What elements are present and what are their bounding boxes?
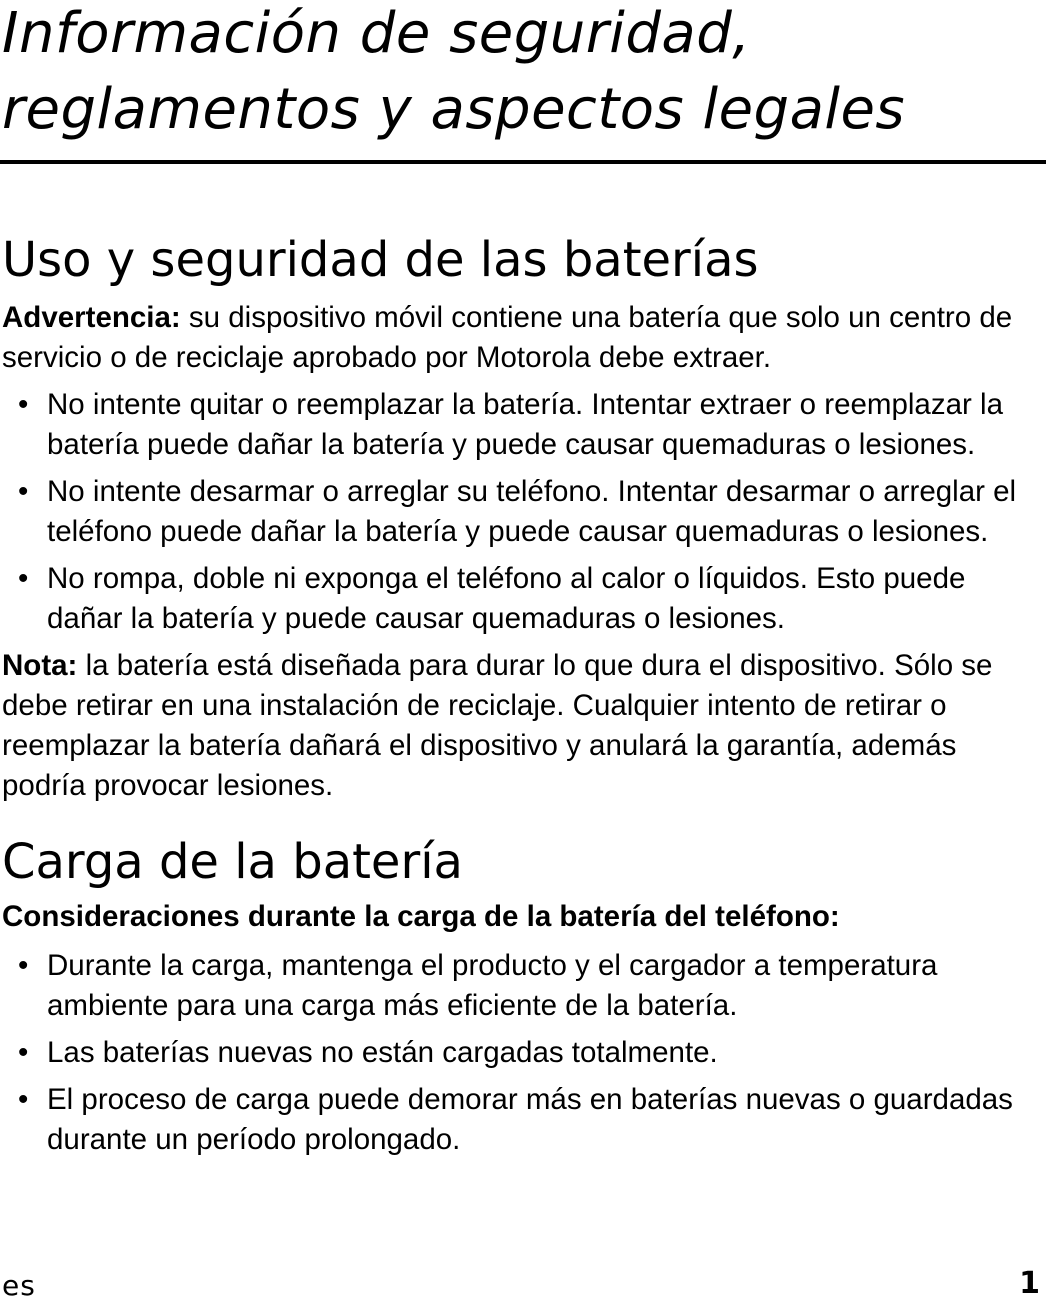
footer-language: es [2, 1269, 36, 1302]
bullet-icon: • [18, 562, 29, 595]
page-title-line-1: Información de seguridad, [2, 1, 751, 66]
bullet-icon: • [18, 1083, 29, 1116]
battery-charging-list [0, 946, 1044, 1167]
bullet-icon: • [18, 1036, 29, 1069]
list-item-text: Las baterías nuevas no están cargadas totalmente. [47, 1036, 718, 1069]
list-item-text: No intente desarmar o arreglar su teléfono. Intentar desarmar o arreglar el teléfono puede dañar la batería y puede causar quemaduras o lesiones. [47, 475, 1017, 548]
list-item-text: El proceso de carga puede demorar más en baterías nuevas o guardadas durante un período prolongado. [47, 1083, 1013, 1156]
section-heading-battery-charging: Carga de la batería [2, 834, 463, 890]
bullet-icon: • [18, 475, 29, 508]
title-divider [0, 160, 1046, 164]
footer-page-number: 1 [1019, 1266, 1040, 1301]
page-title-line-2: reglamentos y aspectos legales [2, 77, 906, 142]
note-paragraph [2, 646, 1044, 806]
list-item-text: No rompa, doble ni exponga el teléfono al calor o líquidos. Esto puede dañar la batería y puede causar quemaduras o lesiones. [47, 562, 966, 635]
battery-use-list [0, 385, 1044, 646]
charging-subheading-text: Consideraciones durante la carga de la batería del teléfono: [2, 900, 840, 933]
list-item [0, 946, 1044, 1026]
warning-text: su dispositivo móvil contiene una batería que solo un centro de servicio o de reciclaje aprobado por Motorola debe extraer. [2, 301, 1013, 374]
charging-subheading [2, 897, 1044, 937]
list-item-text: No intente quitar o reemplazar la batería. Intentar extraer o reemplazar la batería puede dañar la batería y puede causar quemaduras o lesiones. [47, 388, 1003, 461]
warning-label: Advertencia: [2, 301, 181, 334]
list-item [0, 1080, 1044, 1160]
page-title [2, 0, 1042, 148]
note-text: la batería está diseñada para durar lo que dura el dispositivo. Sólo se debe retirar en una instalación de reciclaje. Cualquier intento de retirar o reemplazar la batería dañará el dispositivo y anulará la garantía, además podría provocar lesiones. [2, 649, 993, 802]
list-item [0, 385, 1044, 465]
list-item [0, 1033, 1044, 1073]
list-item-text: Durante la carga, mantenga el producto y el cargador a temperatura ambiente para una carga más eficiente de la batería. [47, 949, 938, 1022]
note-label: Nota: [2, 649, 78, 682]
bullet-icon: • [18, 949, 29, 982]
list-item [0, 472, 1044, 552]
warning-paragraph [2, 298, 1044, 378]
list-item [0, 559, 1044, 639]
section-heading-battery-use: Uso y seguridad de las baterías [2, 232, 759, 288]
bullet-icon: • [18, 388, 29, 421]
